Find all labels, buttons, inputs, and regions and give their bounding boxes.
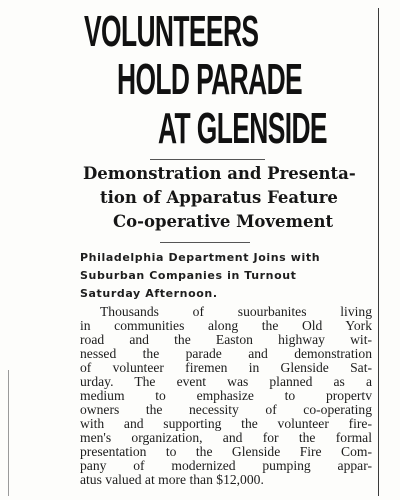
body-line-11: presentation to the Glenside Fire Com-	[80, 444, 372, 459]
body-line-4: nessed the parade and demonstration	[80, 346, 372, 361]
body-line-10: men's organization, and for the formal	[80, 430, 372, 445]
column-rule-left	[8, 370, 9, 496]
subdeck-line-3: Saturday Afternoon.	[80, 287, 218, 300]
body-line-12: pany of modernized pumping appar-	[80, 458, 372, 473]
subdeck-line-1: Philadelphia Department Joins with	[80, 251, 321, 264]
deck-line-3: Co-operative Movement	[113, 212, 334, 231]
body-line-3: road and the Easton highway wit-	[80, 332, 372, 347]
headline-line-1: VOLUNTEERS	[84, 7, 259, 56]
body-line-5: of volunteer firemen in Glenside Sat-	[80, 360, 372, 375]
column-rule-right	[378, 8, 379, 496]
deck-line-2: tion of Apparatus Feature	[100, 188, 338, 207]
body-line-9: with and supporting the volunteer fire-	[80, 416, 372, 431]
body-line-1: Thousands of suourbanites living	[100, 304, 372, 319]
headline-line-2: HOLD PARADE	[117, 55, 303, 104]
deck-divider	[160, 242, 250, 243]
subdeck-line-2: Suburban Companies in Turnout	[80, 269, 297, 282]
body-line-7: medium to emphasize to propertv	[80, 388, 372, 403]
body-line-8: owners the necessity of co-operating	[80, 402, 372, 417]
body-line-13: atus valued at more than $12,000.	[80, 472, 264, 487]
headline-divider	[150, 159, 265, 160]
body-line-6: urday. The event was planned as a	[80, 374, 372, 389]
headline-line-3: AT GLENSIDE	[158, 104, 327, 153]
body-line-2: in communities along the Old York	[80, 318, 372, 333]
deck-line-1: Demonstration and Presenta-	[83, 164, 356, 183]
